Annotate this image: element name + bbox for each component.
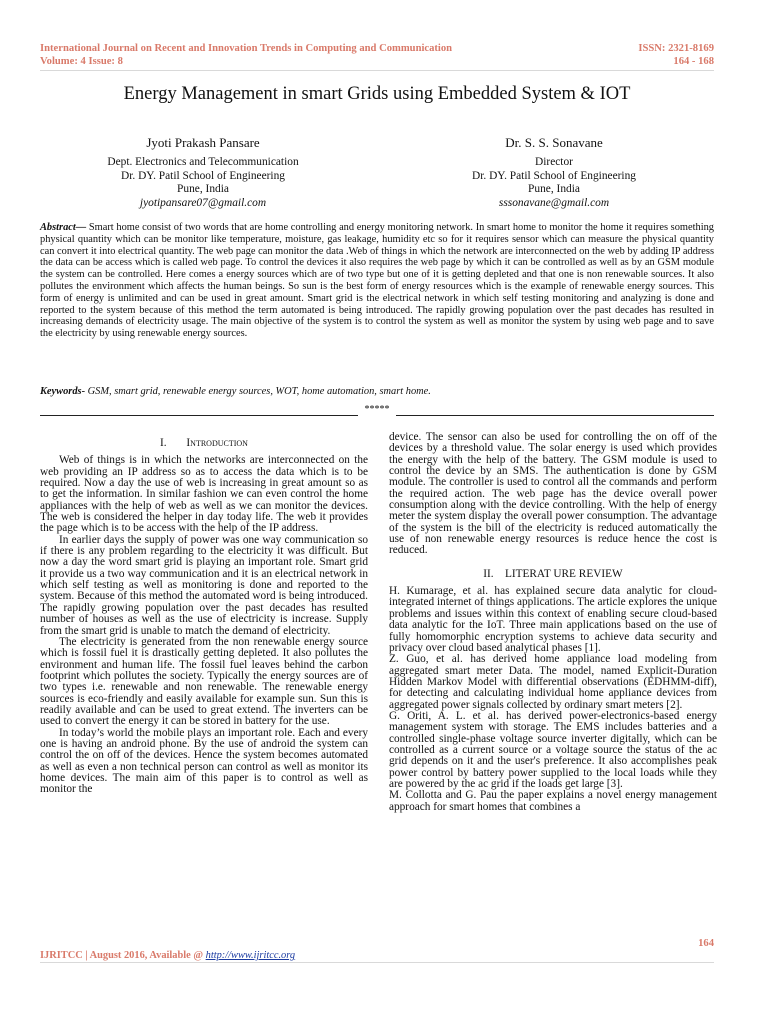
footer (40, 950, 295, 961)
paragraph: In today’s world the mobile plays an important role. Each and every one is having an android phone. By the use of android the system can control the on off of the devices. Hence the system becomes automated as well as even a non technical person can control as well as monitor its home devices. The main aim of this paper is to control as well as monitor the (40, 726, 368, 796)
keywords-text: GSM, smart grid, renewable energy sources, WOT, home automation, smart home. (87, 386, 431, 397)
author-location: Pune, India (528, 183, 580, 196)
paragraph: G. Oriti, A. L. et al. has derived power-electronics-based energy management system with storage. The EMS includes batteries and a controlled single-phase voltage source inverter digitally, which can be controlled as a current source or a voltage source the status of the ac grid depends on it and the user's preference. It also accomplishes peak power control by battery power supplied to the local loads while they are powered by the ac grid if the loads get large [3]. (389, 709, 717, 790)
section-heading-literature-review (389, 569, 717, 580)
separator-stars: ***** (364, 404, 390, 415)
volume-issue: Volume: 4 Issue: 8 (40, 56, 123, 67)
footer-divider (40, 962, 714, 963)
paragraph: H. Kumarage, et al. has explained secure data analytic for cloud-integrated internet of things applications. The article explores the unique problems and issues within this context of enabling secure cloud-based data analytic for the IoT. Three main applications based on the use of fully homomorphic encryption systems to achieve data security and privacy over cloud based analytical phases [1]. (389, 585, 717, 654)
paragraph: Z. Guo, et al. has derived home appliance load modeling from aggregated smart meter Data. The model, named Explicit-Duration Hidden Markov Model with differential observations (EDHMM-diff), for detecting and calculating individual home appliance devices from aggregated power signals collected by ordinary smart meters [2]. (389, 653, 717, 711)
right-column (389, 432, 717, 813)
separator-line-left (40, 415, 358, 416)
abstract (40, 222, 714, 340)
section-separator (40, 404, 714, 416)
abstract-text: Smart home consist of two words that are home controlling and energy monitoring network. In smart home to monitor the home it requires something physical quantity which can be monitor like temperature, moisture, gas leakage, humidity etc so for it requires sensor which can measure the physical quantity can convert it into electrical quantity. The web page can monitor the data .Web of things in which the network are interconnected on the web by adding IP address the data can be access which is called web page. To control the devices it also requires the web page by which it can be controlled as well as by an GSM module the system can be controlled. Here comes a energy sources which are of two type but one of it is getting depleted and that one is non renewable sources. It also pollutes the environment which affects the human beings. So sun is the best form of energy resources which is the example of renewable energy sources. This form of energy is unlimited and can be used in great amount. Smart grid is the electrical network in which self testing monitoring and analyzing is done and reported to the system because of this method the term automated is being introduced. The rapidly growing population over the past decades has resulted in increasing demands of electricity usage. The main objective of the system is to control the system as well as monitor the system by using web page and to save the electricity by using renewable energy sources. (40, 222, 714, 340)
author-name: Jyoti Prakash Pansare (146, 135, 260, 150)
paragraph: In earlier days the supply of power was one way communication so if there is any problem regarding to the electricity it was difficult. But now a day the word smart grid is playing an important role. Smart grid it provide us a two way communication and it is an electrical network in which self testing as well as monitoring is done and reported to the system. Because of this method the automated word is being introduced. The rapidly growing population over the past decades has resulted number of houses as well as the use of electricity is increase. Supply from the smart grid is unable to match the demand of electricity. (40, 533, 368, 637)
paragraph: M. Collotta and G. Pau the paper explains a novel energy management approach for smart homes that combines a (389, 789, 717, 813)
author-email: sssonavane@gmail.com (498, 197, 610, 210)
keywords-label: Keywords- (40, 386, 86, 397)
page-number: 164 (698, 938, 714, 949)
paragraph-continuation: device. The sensor can also be used for controlling the on off of the devices by a threshold value. The solar energy is used which provides the energy with the help of the battery. The GSM module is used to control the device by an SMS. The authentication is done by GSM module. The controller is used to control all the commands and perform the required action. The web page has the device overall power consumption along with the device controlling. With the help of energy meter the system display the overall power consumption. The advantage of the system is the bill of the electricity is reduced automatically the use of non renewable energy resources is reduce hence the cost is reduced. (389, 431, 717, 557)
keywords (40, 386, 714, 397)
section-title: Introduction (186, 437, 248, 449)
page-range: 164 - 168 (673, 56, 714, 67)
author-block-2 (424, 136, 684, 211)
paragraph: Web of things is in which the networks are interconnected on the web providing an IP address so as to access the data which is to be required. Now a day the use of web is increasing in great amount so as to get the information. In similar fashion we can even control the home appliances with the help of web as well as we can monitor the devices. The web is considered the helper in day today life. The web it provides the page which is to be access with the help of the IP address. (40, 454, 368, 535)
author-affiliation: Director (535, 155, 573, 168)
footer-text: IJRITCC | August 2016, Available @ (40, 950, 206, 961)
paper-title: Energy Management in smart Grids using Embedded System & IOT (123, 84, 631, 104)
left-column (40, 434, 368, 796)
author-institution: Dr. DY. Patil School of Engineering (472, 169, 636, 182)
separator-line-right (396, 415, 714, 416)
journal-name: International Journal on Recent and Innovation Trends in Computing and Communication (40, 43, 453, 54)
author-name: Dr. S. S. Sonavane (505, 135, 603, 150)
section-number: II. (483, 567, 494, 580)
author-affiliation: Dept. Electronics and Telecommunication (107, 155, 299, 168)
issn: ISSN: 2321-8169 (638, 43, 714, 54)
paragraph: The electricity is generated from the non renewable energy source which is fossil fuel it is drastically getting depleted. It also pollutes the environment and human life. The fossil fuel leaves behind the carbon footprint which pollutes the society. Typically the energy sources are of two types i.e. renewable and non renewable. The renewable energy sources is eco-friendly and easily available for example sun. Sun this is readily available and can be used to great extend. The inverters can be used to convert the energy it can be stored in battery for the use. (40, 635, 368, 728)
section-title: LITERAT URE REVIEW (504, 567, 623, 580)
abstract-label: Abstract— (40, 222, 87, 233)
author-institution: Dr. DY. Patil School of Engineering (121, 169, 285, 182)
author-location: Pune, India (177, 183, 229, 196)
section-heading-introduction (40, 438, 368, 449)
author-email: jyotipansare07@gmail.com (139, 197, 267, 210)
footer-url-link[interactable]: http://www.ijritcc.org (205, 950, 296, 961)
author-block-1 (73, 136, 333, 211)
header-divider (40, 70, 714, 71)
section-number: I. (160, 437, 167, 449)
